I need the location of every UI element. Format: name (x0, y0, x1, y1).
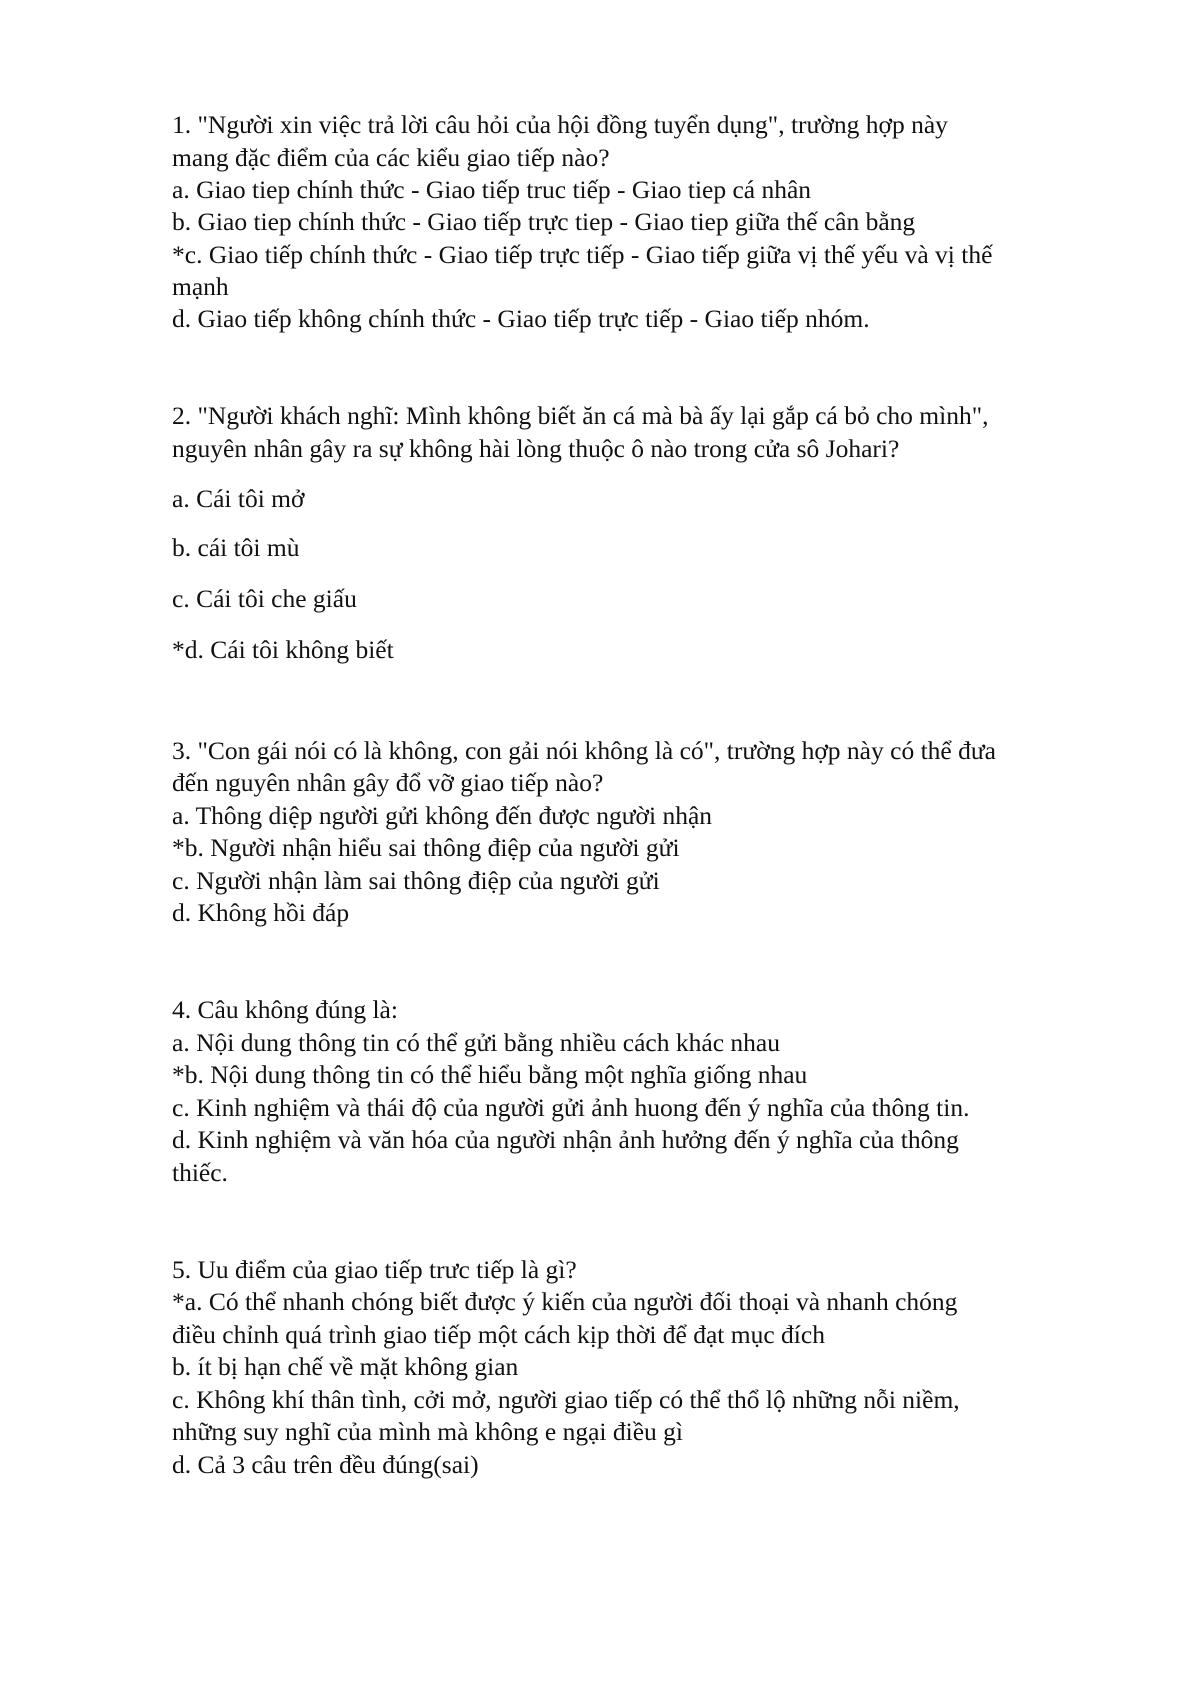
question-2-text-line-2: nguyên nhân gây ra sự không hài lòng thuộc ô nào trong cửa sô Johari? (172, 434, 900, 463)
question-5-option-c-line-2: những suy nghĩ của mình mà không e ngại điều gì (172, 1417, 683, 1446)
question-1-option-b: b. Giao tiep chính thức - Giao tiếp trực tiep - Giao tiep giữa thế cân bằng (172, 207, 916, 236)
question-1-text-line-1: 1. "Người xin việc trả lời câu hỏi của hội đồng tuyển dụng", trường hợp này (172, 110, 948, 139)
question-5-option-a-line-1: *a. Có thể nhanh chóng biết được ý kiến của người đối thoại và nhanh chóng (172, 1287, 958, 1316)
question-5-option-a-line-2: điều chỉnh quá trình giao tiếp một cách kịp thời để đạt mục đích (172, 1320, 825, 1349)
question-1-text-line-2: mang đặc điểm của các kiểu giao tiếp nào? (172, 143, 610, 172)
question-3-option-a: a. Thông diệp người gửi không đến được người nhận (172, 801, 713, 830)
question-2-option-b: b. cái tôi mù (172, 533, 300, 562)
question-4-option-d-line-1: d. Kinh nghiệm và văn hóa của người nhận ảnh hưởng đến ý nghĩa của thông (172, 1125, 959, 1154)
question-4-text-line-1: 4. Câu không đúng là: (172, 995, 398, 1024)
question-4-option-a: a. Nội dung thông tin có thể gửi bằng nhiều cách khác nhau (172, 1028, 780, 1057)
question-1-option-d: d. Giao tiếp không chính thức - Giao tiếp trực tiếp - Giao tiếp nhóm. (172, 304, 870, 333)
question-4-option-d-line-2: thiếc. (172, 1158, 228, 1187)
question-2-option-d: *d. Cái tôi không biết (172, 635, 394, 664)
question-1-option-c-line-1: *c. Giao tiếp chính thức - Giao tiếp trực tiếp - Giao tiếp giữa vị thế yếu và vị thế (172, 240, 993, 269)
question-1-option-c-line-2: mạnh (172, 272, 229, 301)
question-5-option-d: d. Cả 3 câu trên đều đúng(sai) (172, 1450, 479, 1479)
question-3-option-c: c. Người nhận làm sai thông điệp của người gửi (172, 866, 660, 895)
question-5-text-line-1: 5. Uu điểm của giao tiếp trưc tiếp là gì? (172, 1255, 577, 1284)
question-2-option-a: a. Cái tôi mở (172, 484, 305, 513)
question-3-option-b: *b. Người nhận hiểu sai thông điệp của người gửi (172, 833, 680, 862)
question-3-option-d: d. Không hồi đáp (172, 898, 350, 927)
question-3-text-line-2: đến nguyên nhân gây đổ vỡ giao tiếp nào? (172, 768, 604, 797)
question-5-option-b: b. ít bị hạn chế về mặt không gian (172, 1352, 519, 1381)
question-4-option-c: c. Kinh nghiệm và thái độ của người gửi ảnh huong đến ý nghĩa của thông tin. (172, 1093, 970, 1122)
question-5-option-c-line-1: c. Không khí thân tình, cởi mở, người giao tiếp có thể thổ lộ những nỗi niềm, (172, 1385, 960, 1414)
question-4-option-b: *b. Nội dung thông tin có thể hiểu bằng một nghĩa giống nhau (172, 1060, 808, 1089)
question-2-option-c: c. Cái tôi che giấu (172, 584, 357, 613)
question-2-text-line-1: 2. "Người khách nghĩ: Mình không biết ăn cá mà bà ấy lại gắp cá bỏ cho mình", (172, 401, 989, 430)
question-1-option-a: a. Giao tiep chính thức - Giao tiếp truc tiếp - Giao tiep cá nhân (172, 175, 812, 204)
question-3-text-line-1: 3. "Con gái nói có là không, con gải nói không là có", trường hợp này có thể đưa (172, 736, 996, 765)
